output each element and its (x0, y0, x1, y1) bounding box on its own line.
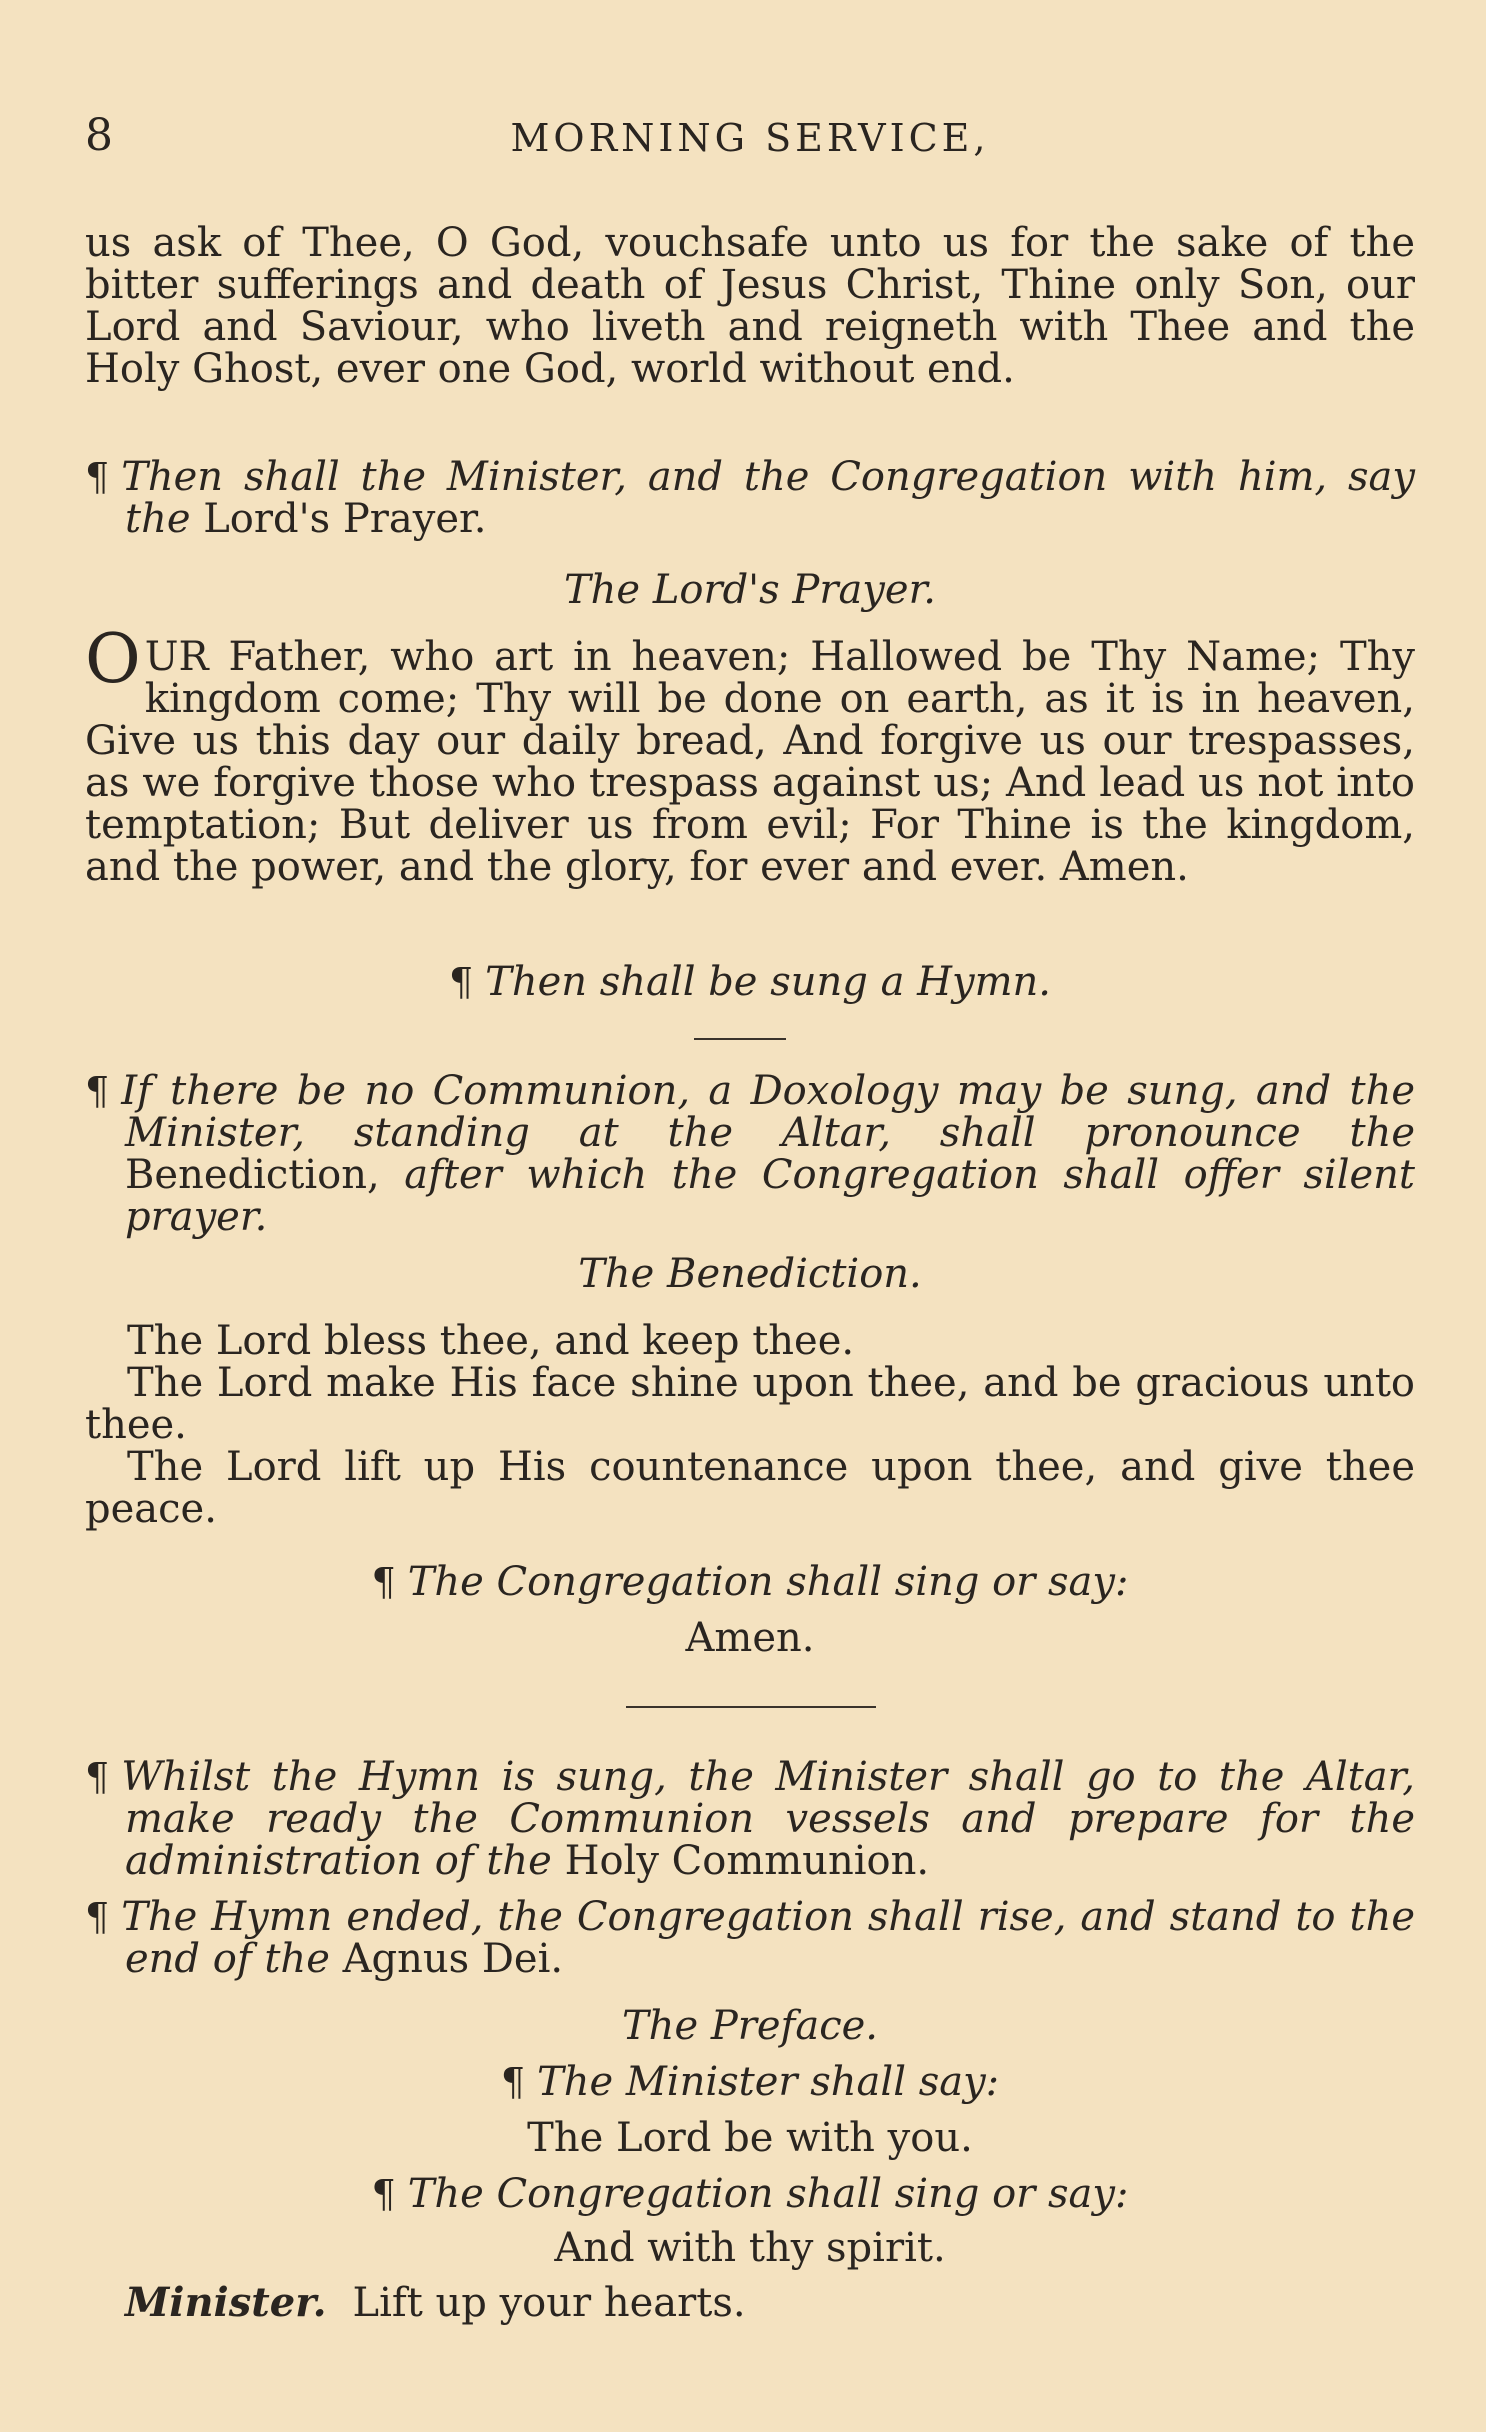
rubric-italic-text: The Minister shall say: (537, 2059, 1000, 2105)
benediction-line: The Lord lift up His countenance upon thee, and give thee peace. (85, 1444, 1415, 1532)
versicle-2 (85, 2279, 1415, 2326)
section-rule (626, 1706, 876, 1708)
speaker-label: Minister. (125, 2279, 327, 2326)
rubric-congregation-amen (85, 1560, 1415, 1604)
amen-response: Amen. (685, 1615, 815, 1661)
rubric-roman-text: Lord's Prayer. (203, 496, 487, 542)
pilcrow-icon: ¶ (371, 2172, 396, 2216)
rubric-italic-text: Then shall the Minister, and the Congregation with him, say the (121, 454, 1415, 542)
rubric-congregation-rise (85, 1896, 1415, 1980)
rubric-italic-text: The Hymn ended, the Congregation shall rise, and stand to the end of the (121, 1894, 1415, 1982)
lords-prayer-heading: The Lord's Prayer. (563, 567, 937, 613)
running-head: MORNING SERVICE, (510, 116, 990, 160)
rubric-hymn (85, 960, 1415, 1004)
rubric-roman-text: Holy Communion. (564, 1838, 930, 1884)
pilcrow-icon: ¶ (448, 960, 474, 1004)
rubric-altar-preparation (85, 1756, 1415, 1882)
rubric-roman-text: Agnus Dei. (342, 1936, 564, 1982)
short-rule (694, 1038, 786, 1040)
pilcrow-icon: ¶ (500, 2060, 526, 2104)
versicle-text: Lift up your hearts. (352, 2280, 746, 2326)
benediction-line: The Lord make His face shine upon thee, and be gracious unto thee. (85, 1360, 1415, 1448)
page-number: 8 (85, 110, 113, 161)
rubric-lords-prayer (85, 456, 1415, 540)
benediction-heading: The Benediction. (578, 1251, 922, 1297)
lords-prayer-text (85, 620, 1415, 890)
rubric-italic-text: The Congregation shall sing or say: (407, 1559, 1129, 1605)
drop-cap: O (85, 620, 141, 699)
rubric-italic-text: The Congregation shall sing or say: (407, 2171, 1129, 2217)
pilcrow-icon: ¶ (85, 1069, 110, 1113)
rubric-italic-text: Whilst the Hymn is sung, the Minister shall go to the Altar, make ready the Communion vessels and prepare for the administration of the (121, 1754, 1415, 1884)
rubric-italic-text: Then shall be sung a Hymn. (485, 959, 1052, 1005)
rubric-minister-say (85, 2060, 1415, 2104)
page-header (85, 110, 1415, 170)
response-1: And with thy spirit. (554, 2225, 946, 2271)
pilcrow-icon: ¶ (85, 455, 110, 499)
rubric-italic-text-a: If there be no Communion, a Doxology may be sung, and the Minister, standing at the Altar, shall pronounce the (121, 1068, 1415, 1156)
collect-continuation: us ask of Thee, O God, vouchsafe unto us for the sake of the bitter sufferings and death of Jesus Christ, Thine only Son, our Lord and Saviour, who liveth and reigneth with Thee and the Holy Ghost, ever one God, world without end. (85, 220, 1415, 392)
benediction-line: The Lord bless thee, and keep thee. (127, 1318, 855, 1364)
versicle-1: The Lord be with you. (527, 2115, 973, 2161)
lords-prayer-body: UR Father, who art in heaven; Hallowed be Thy Name; Thy kingdom come; Thy will be done on earth, as it is in heaven, Give us this day our daily bread, And forgive us our trespasses, as we forgive those who trespass against us; And lead us not into temptation; But deliver us from evil; For Thine is the kingdom, and the power, and the glory, for ever and ever. Amen. (85, 634, 1415, 890)
pilcrow-icon: ¶ (85, 1755, 110, 1799)
benediction-text (85, 1320, 1415, 1530)
rubric-doxology (85, 1070, 1415, 1238)
rubric-roman-text: Benediction, (125, 1152, 380, 1198)
preface-heading: The Preface. (622, 2003, 878, 2049)
rubric-congregation-say (85, 2172, 1415, 2216)
pilcrow-icon: ¶ (371, 1560, 396, 1604)
rubric-italic-text-b: after which the Congregation shall offer silent prayer. (125, 1152, 1415, 1240)
pilcrow-icon: ¶ (85, 1895, 110, 1939)
